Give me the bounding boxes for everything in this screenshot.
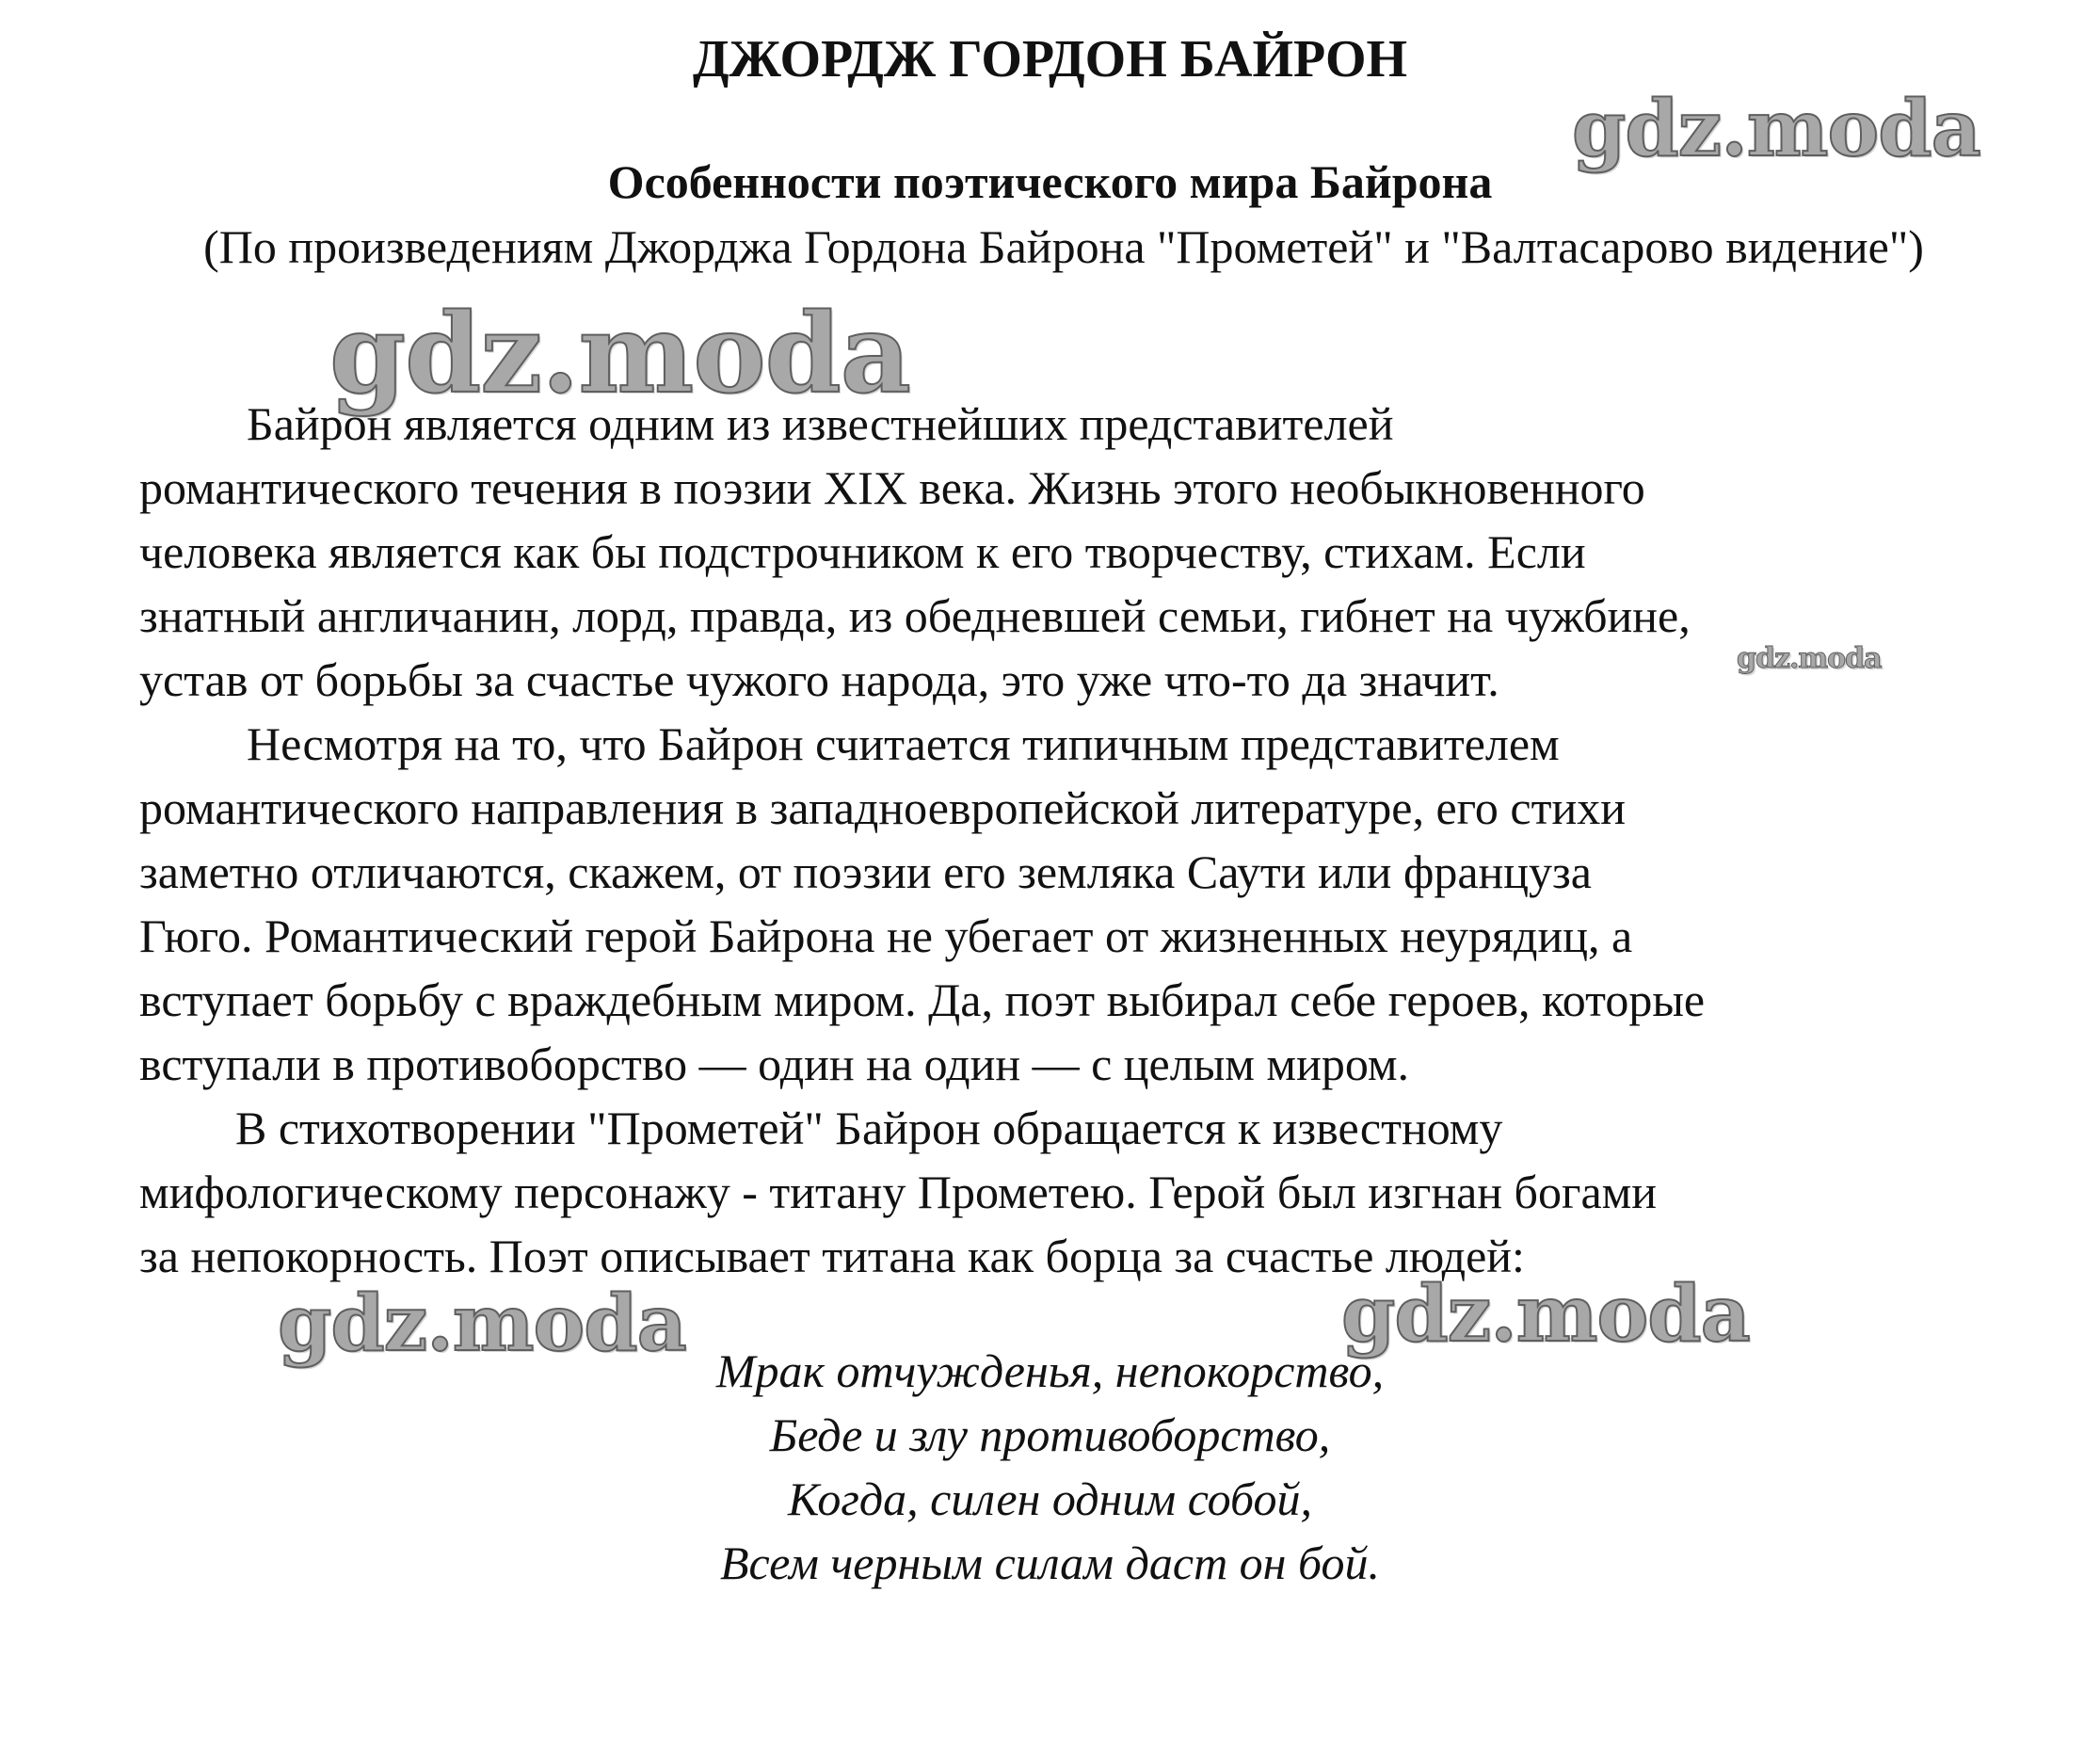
document-subtitle: Особенности поэтического мира Байрона	[607, 155, 1493, 208]
source-note: (По произведениям Джорджа Гордона Байрона "Прометей" и "Валтасарово видение")	[203, 220, 1924, 273]
text-line: человека является как бы подстрочником к его творчеству, стихам. Если	[139, 525, 1586, 578]
text-line: Байрон является одним из известнейших представителей	[247, 397, 1394, 450]
poem-quote	[0, 1339, 2100, 1595]
paragraph-3	[139, 1096, 2022, 1288]
paragraph-2	[139, 712, 2022, 1096]
poem-line: Беде и злу противоборство,	[769, 1408, 1331, 1461]
poem-line: Всем черным силам даст он бой.	[720, 1537, 1380, 1589]
watermark: gdz.moda	[1572, 84, 1980, 174]
text-line: мифологическому персонажу - титану Прометею. Герой был изгнан богами	[139, 1166, 1658, 1218]
poem-line: Мрак отчужденья, непокорство,	[715, 1344, 1385, 1397]
text-line: романтического направления в западноевропейской литературе, его стихи	[139, 781, 1626, 834]
text-line: романтического течения в поэзии XIX века. Жизнь этого необыкновенного	[139, 461, 1645, 514]
watermark: gdz.moda	[1341, 1269, 1750, 1360]
text-line: вступает борьбу с враждебным миром. Да, поэт выбирал себе героев, которые	[139, 974, 1706, 1026]
text-line: В стихотворении "Прометей" Байрон обращается к известному	[235, 1102, 1503, 1154]
text-line: устав от борьбы за счастье чужого народа, это уже что-то да значит.	[139, 653, 1499, 706]
text-line: заметно отличаются, скажем, от поэзии его земляка Саути или француза	[139, 845, 1592, 898]
watermark: gdz.moda	[329, 290, 910, 418]
watermark: gdz.moda	[278, 1279, 686, 1369]
watermark: gdz.moda	[1737, 642, 1882, 675]
text-line: знатный англичанин, лорд, правда, из обедневшей семьи, гибнет на чужбине,	[139, 589, 1691, 642]
text-line: за непокорность. Поэт описывает титана как борца за счастье людей:	[139, 1230, 1525, 1282]
text-line: вступали в противоборство — один на один — с целым миром.	[139, 1038, 1410, 1090]
text-line: Несмотря на то, что Байрон считается типичным представителем	[247, 717, 1560, 770]
document-title: ДЖОРДЖ ГОРДОН БАЙРОН	[692, 30, 1408, 89]
poem-line: Когда, силен одним собой,	[788, 1472, 1312, 1525]
text-line: Гюго. Романтический герой Байрона не убегает от жизненных неурядиц, а	[139, 909, 1633, 962]
